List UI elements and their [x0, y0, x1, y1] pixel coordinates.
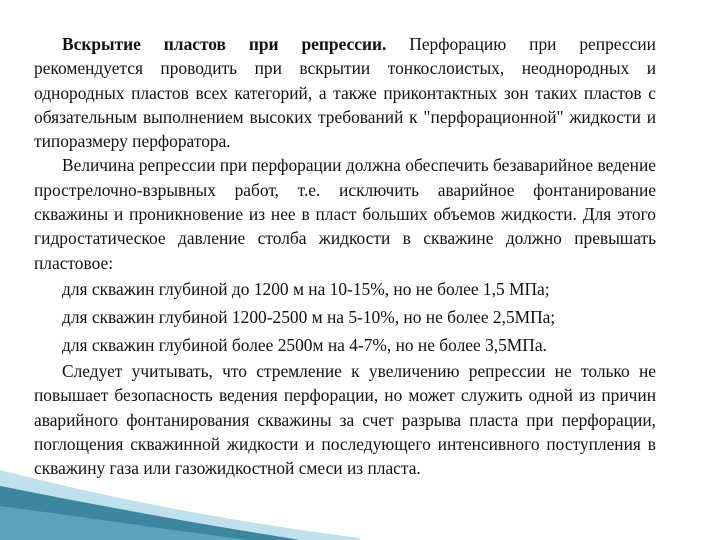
paragraph-repression-value: Величина репрессии при перфорации должна обеспечить безаварийное ведение прострелочно-взрывных работ, т.е. исключить аварийное фонтанирование скважины и проникновение из нее в пласт больших объемов жидкости. Для этого гидростатическое давление столба жидкости в скважине должно превышать пластовое:	[34, 155, 656, 273]
slide-body	[34, 32, 656, 480]
bullet-depth-2500: для скважин глубиной более 2500м на 4-7%, но не более 3,5МПа.	[62, 334, 547, 355]
paragraph-intro	[34, 32, 656, 153]
section-heading: Вскрытие пластов при репрессии.	[62, 34, 387, 54]
bullet-depth-1200-2500: для скважин глубиной 1200-2500 м на 5-10%, но не более 2,5МПа;	[62, 306, 556, 327]
paragraph-warning: Следует учитывать, что стремление к увеличению репрессии не только не повышает безопасность ведения перфорации, но может служить одной из причин аварийного фонтанирования скважины за счет разрыва пласта при перфорации, поглощения скважинной жидкости и последующего интенсивного поступления в скважину газа или газожидкостной смеси из пласта.	[34, 360, 656, 479]
bullet-depth-1200: для скважин глубиной до 1200 м на 10-15%, но не более 1,5 МПа;	[62, 278, 550, 299]
intro-text: Перфорацию при репрессии рекомендуется проводить при вскрытии тонкослоистых, неоднородных и однородных пластов всех категорий, а также приконтактных зон таких пластов с обязательным выполнением высоких требований к "перфорационной" жидкости и типоразмеру перфоратора.	[34, 34, 656, 152]
